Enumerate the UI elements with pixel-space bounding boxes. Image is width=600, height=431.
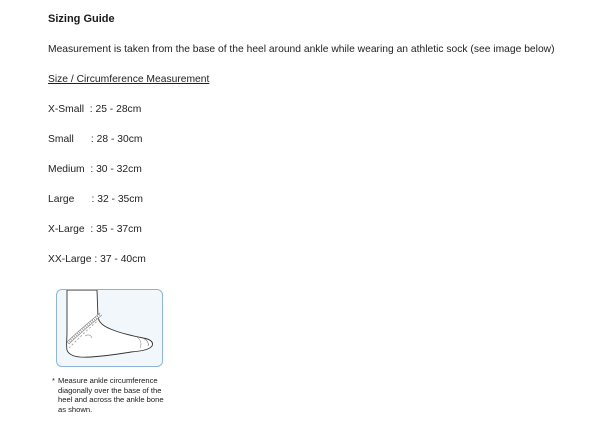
note-text: Measure ankle circumference diagonally over the base of the heel and across the ankle bone as shown. <box>58 376 164 414</box>
size-name: Large <box>48 194 75 205</box>
size-row-large <box>48 194 143 205</box>
size-measure: : 35 - 37cm <box>84 224 142 235</box>
size-name: X-Large <box>48 224 85 235</box>
size-row-small <box>48 134 142 145</box>
size-row-xsmall <box>48 104 141 115</box>
size-row-medium <box>48 164 142 175</box>
note-asterisk: * <box>52 376 55 385</box>
size-table-subheading: Size / Circumference Measurement <box>48 74 210 85</box>
size-measure: : 25 - 28cm <box>84 104 142 115</box>
sizing-guide-title: Sizing Guide <box>48 13 115 25</box>
size-measure: : 30 - 32cm <box>84 164 142 175</box>
size-name: Small <box>48 134 74 145</box>
size-name: Medium <box>48 164 85 175</box>
size-measure: : 37 - 40cm <box>91 254 146 265</box>
size-measure: : 28 - 30cm <box>73 134 143 145</box>
measurement-note <box>52 376 172 414</box>
ankle-measurement-diagram-icon <box>56 289 163 367</box>
size-name: X-Small <box>48 104 85 115</box>
size-measure: : 32 - 35cm <box>74 194 144 205</box>
size-row-xxlarge <box>48 254 146 265</box>
size-name: XX-Large <box>48 254 92 265</box>
intro-text: Measurement is taken from the base of the heel around ankle while wearing an athletic sock (see image below) <box>48 44 555 55</box>
size-row-xlarge <box>48 224 142 235</box>
